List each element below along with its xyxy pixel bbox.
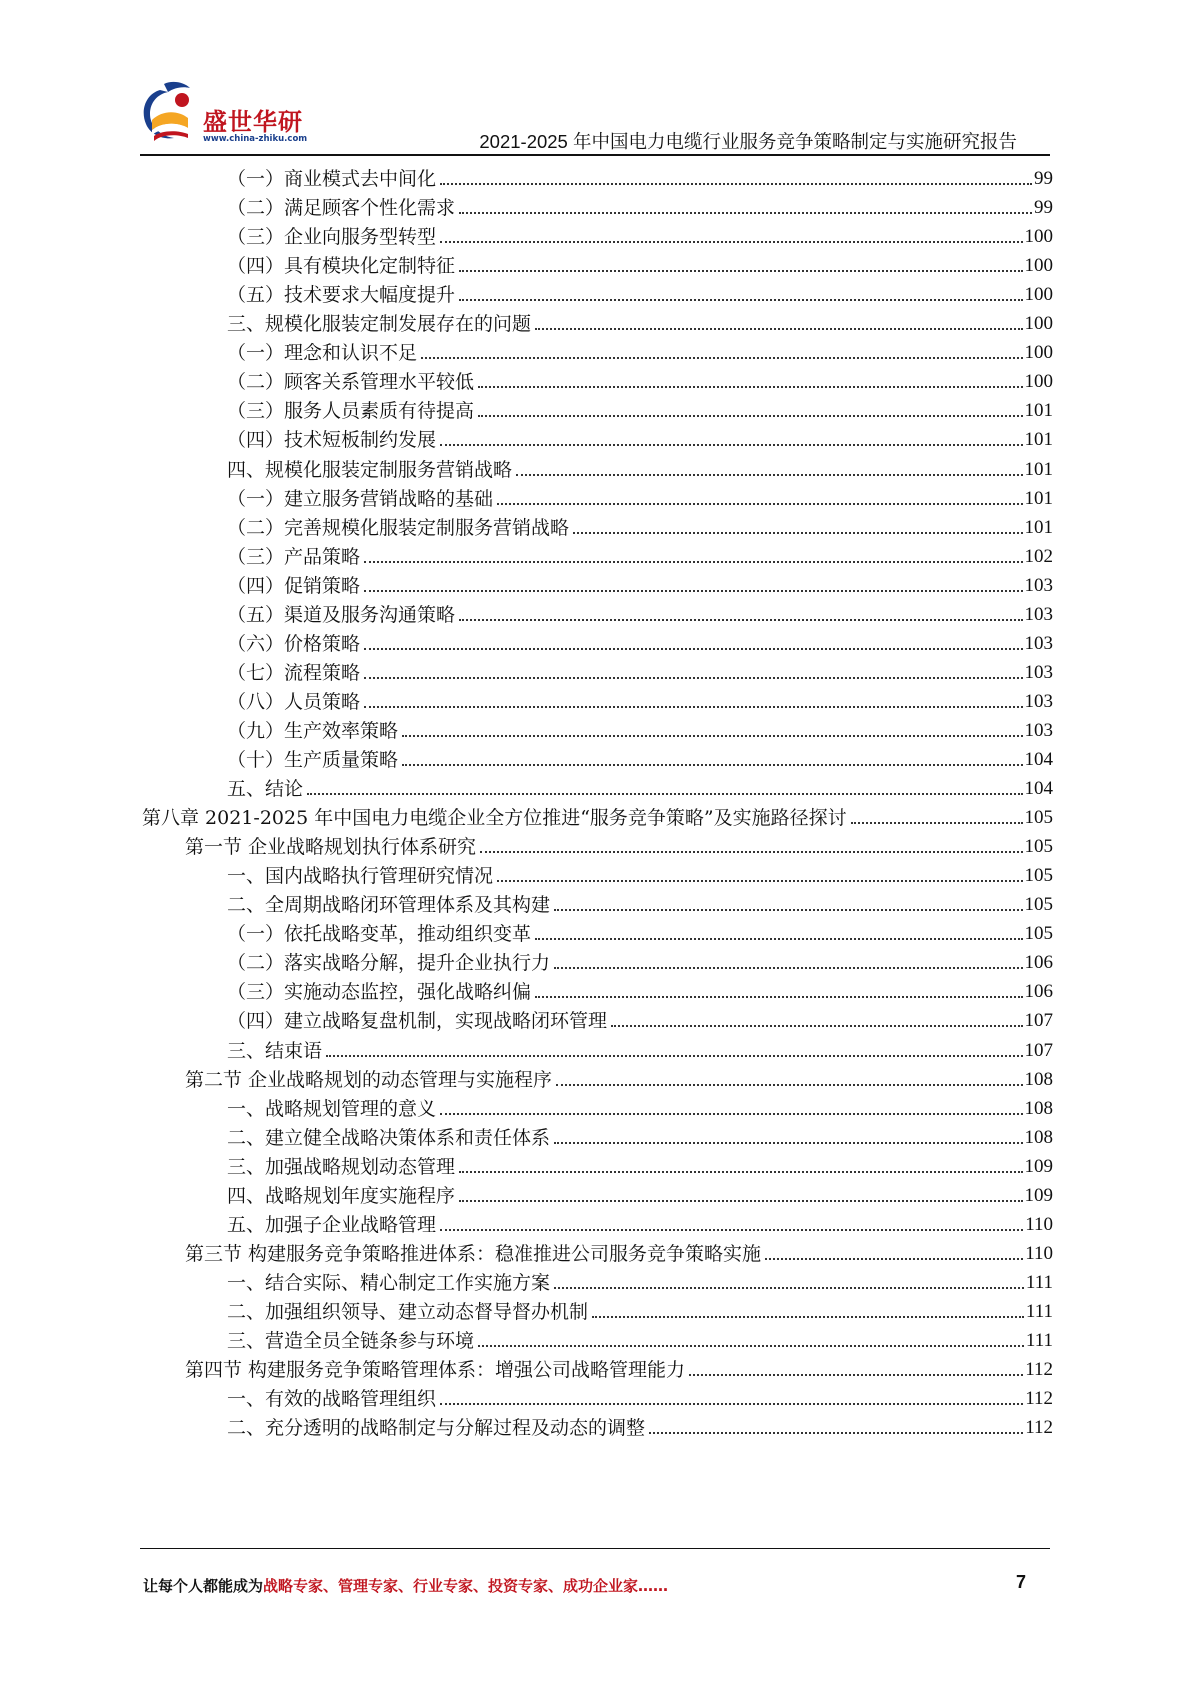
- toc-entry-title: 第三节 构建服务竞争策略推进体系：稳准推进公司服务竞争策略实施: [185, 1242, 762, 1265]
- toc-entry-title: 四、战略规划年度实施程序: [227, 1184, 456, 1207]
- toc-leader-dots: [440, 1113, 1022, 1115]
- toc-entry-title: （七）流程策略: [227, 661, 361, 684]
- toc-entry[interactable]: [227, 424, 1053, 452]
- toc-entry-page: 103: [1024, 574, 1053, 596]
- toc-entry-page: 100: [1024, 284, 1053, 306]
- toc-entry-title: （二）完善规模化服装定制服务营销战略: [227, 516, 570, 539]
- toc-entry-title: （一）建立服务营销战略的基础: [227, 487, 494, 510]
- toc-entry-page: 108: [1024, 1097, 1053, 1119]
- toc-leader-dots: [440, 1403, 1023, 1405]
- toc-leader-dots: [516, 474, 1022, 476]
- toc-leader-dots: [478, 415, 1022, 417]
- toc-entry-title: 一、结合实际、精心制定工作实施方案: [227, 1271, 551, 1294]
- toc-entry-title: 五、加强子企业战略管理: [227, 1213, 437, 1236]
- toc-entry-page: 104: [1024, 749, 1053, 770]
- toc-entry-page: 101: [1024, 400, 1053, 422]
- toc-entry[interactable]: [227, 512, 1053, 540]
- toc-entry-page: 110: [1025, 1242, 1053, 1264]
- toc-entry[interactable]: [227, 279, 1053, 307]
- toc-entry-title: （四）技术短板制约发展: [227, 429, 437, 452]
- toc-leader-dots: [364, 648, 1022, 650]
- toc-entry-title: 三、结束语: [227, 1039, 323, 1062]
- toc-entry-title: （四）促销策略: [227, 574, 361, 597]
- toc-entry[interactable]: [227, 773, 1053, 801]
- toc-entry[interactable]: [227, 1383, 1053, 1411]
- toc-entry[interactable]: [227, 192, 1053, 220]
- toc-entry[interactable]: [227, 454, 1053, 482]
- toc-entry-page: 106: [1024, 952, 1053, 974]
- toc-entry-page: 105: [1024, 836, 1053, 858]
- toc-entry[interactable]: [227, 1151, 1053, 1179]
- toc-leader-dots: [497, 503, 1022, 505]
- toc-leader-dots: [364, 561, 1022, 563]
- toc-entry-page: 101: [1024, 429, 1053, 451]
- toc-leader-dots: [592, 1316, 1024, 1318]
- toc-entry-page: 99: [1034, 168, 1053, 189]
- toc-entry-title: （一）依托战略变革，推动组织变革: [227, 923, 532, 946]
- toc-entry[interactable]: [142, 802, 1053, 830]
- toc-entry[interactable]: [227, 1325, 1053, 1353]
- toc-entry-page: 103: [1024, 603, 1053, 625]
- toc-entry[interactable]: [227, 889, 1053, 917]
- toc-leader-dots: [554, 1287, 1024, 1289]
- toc-entry-title: （二）落实战略分解，提升企业执行力: [227, 952, 551, 975]
- toc-entry[interactable]: [227, 628, 1053, 656]
- toc-entry-page: 99: [1034, 197, 1053, 219]
- toc-entry-page: 103: [1024, 719, 1053, 741]
- toc-leader-dots: [689, 1374, 1023, 1376]
- toc-entry[interactable]: [227, 1122, 1053, 1150]
- toc-entry-page: 112: [1025, 1359, 1053, 1381]
- toc-entry-page: 111: [1025, 1271, 1053, 1293]
- toc-entry-page: 109: [1024, 1155, 1053, 1177]
- toc-leader-dots: [556, 1084, 1022, 1086]
- toc-entry-title: 四、规模化服装定制服务营销战略: [227, 458, 513, 481]
- toc-leader-dots: [364, 706, 1022, 708]
- toc-leader-dots: [497, 880, 1022, 882]
- toc-leader-dots: [611, 1025, 1022, 1027]
- toc-leader-dots: [554, 1142, 1022, 1144]
- toc-entry-page: 105: [1024, 894, 1053, 916]
- toc-leader-dots: [478, 1345, 1024, 1347]
- toc-entry-title: （四）建立战略复盘机制，实现战略闭环管理: [227, 1010, 608, 1033]
- brand-url: www.china-zhiku.com: [203, 134, 308, 144]
- toc-entry[interactable]: [227, 1296, 1053, 1324]
- toc-entry-title: 第八章 2021-2025 年中国电力电缆企业全方位推进“服务竞争策略”及实施路径探讨: [142, 807, 847, 830]
- toc-leader-dots: [440, 1229, 1023, 1231]
- toc-entry[interactable]: [227, 715, 1053, 743]
- toc-entry-page: 100: [1024, 313, 1053, 335]
- toc-leader-dots: [459, 1200, 1022, 1202]
- page-number: 7: [1015, 1572, 1026, 1592]
- toc-leader-dots: [440, 444, 1022, 446]
- toc-entry-page: 101: [1024, 516, 1053, 538]
- toc-entry-title: （六）价格策略: [227, 632, 361, 655]
- toc-leader-dots: [480, 851, 1022, 853]
- toc-entry[interactable]: [227, 947, 1053, 975]
- page-header: [0, 0, 1191, 160]
- toc-entry[interactable]: [227, 744, 1053, 772]
- toc-leader-dots: [765, 1258, 1023, 1260]
- toc-entry-title: （二）满足顾客个性化需求: [227, 197, 456, 220]
- toc-entry-title: 三、营造全员全链条参与环境: [227, 1330, 475, 1352]
- toc-entry-title: （五）渠道及服务沟通策略: [227, 603, 456, 626]
- toc-entry-page: 100: [1024, 255, 1053, 277]
- toc-entry-title: 二、全周期战略闭环管理体系及其构建: [227, 894, 551, 917]
- toc-entry-page: 105: [1024, 865, 1053, 887]
- footer-slogan-highlight: 战略专家、管理专家、行业专家、投资专家、成功企业家……: [263, 1577, 669, 1595]
- toc-entry-title: （八）人员策略: [227, 690, 361, 713]
- toc-entry-title: （三）产品策略: [227, 545, 361, 568]
- logo-icon: [138, 80, 210, 146]
- toc-entry[interactable]: [227, 976, 1053, 1004]
- toc-leader-dots: [649, 1432, 1023, 1434]
- toc-entry[interactable]: [227, 1005, 1053, 1033]
- toc-entry-title: 一、战略规划管理的意义: [227, 1097, 437, 1120]
- toc-leader-dots: [851, 822, 1023, 824]
- toc-entry[interactable]: [227, 163, 1053, 191]
- toc-entry-title: 第一节 企业战略规划执行体系研究: [185, 836, 477, 859]
- toc-entry-page: 100: [1024, 342, 1053, 364]
- toc-entry-page: 112: [1025, 1417, 1053, 1439]
- toc-entry-title: 二、充分透明的战略制定与分解过程及动态的调整: [227, 1417, 646, 1440]
- toc-entry[interactable]: [227, 483, 1053, 511]
- toc-entry[interactable]: [227, 1412, 1053, 1440]
- toc-entry-page: 111: [1025, 1330, 1053, 1351]
- toc-entry-page: 104: [1024, 778, 1053, 800]
- toc-entry[interactable]: [227, 221, 1053, 249]
- toc-leader-dots: [554, 967, 1022, 969]
- footer-slogan: [143, 1575, 668, 1596]
- toc-entry-page: 103: [1024, 690, 1053, 712]
- toc-leader-dots: [440, 183, 1032, 185]
- toc-entry-page: 101: [1024, 458, 1053, 480]
- toc-entry-page: 103: [1024, 632, 1053, 654]
- toc-entry[interactable]: [185, 1238, 1053, 1266]
- toc-entry-page: 102: [1024, 545, 1053, 567]
- toc-entry-page: 108: [1024, 1068, 1053, 1090]
- toc-entry-title: （三）实施动态监控，强化战略纠偏: [227, 981, 532, 1004]
- toc-entry[interactable]: [227, 337, 1053, 365]
- toc-leader-dots: [364, 590, 1022, 592]
- toc-entry-page: 110: [1025, 1213, 1053, 1235]
- toc-leader-dots: [554, 909, 1022, 911]
- toc-entry[interactable]: [227, 860, 1053, 888]
- toc-entry-page: 105: [1024, 807, 1053, 829]
- header-divider: [140, 154, 1050, 156]
- toc-entry-title: （三）企业向服务型转型: [227, 226, 437, 249]
- toc-entry[interactable]: [227, 570, 1053, 598]
- toc-entry-title: 五、结论: [227, 778, 304, 801]
- toc-leader-dots: [459, 1171, 1022, 1173]
- toc-entry-page: 103: [1024, 661, 1053, 683]
- toc-entry-title: （十）生产质量策略: [227, 749, 399, 771]
- toc-leader-dots: [440, 241, 1022, 243]
- toc-entry-title: 三、加强战略规划动态管理: [227, 1155, 456, 1178]
- toc-entry-page: 107: [1024, 1039, 1053, 1061]
- toc-entry-title: （四）具有模块化定制特征: [227, 255, 456, 278]
- report-title: 2021-2025 年中国电力电缆行业服务竞争策略制定与实施研究报告: [479, 131, 1017, 152]
- toc-entry-page: 100: [1024, 226, 1053, 248]
- toc-leader-dots: [478, 386, 1022, 388]
- toc-entry[interactable]: [227, 395, 1053, 423]
- toc-leader-dots: [421, 357, 1022, 359]
- toc-entry[interactable]: [227, 308, 1053, 336]
- toc-entry[interactable]: [227, 657, 1053, 685]
- toc-entry[interactable]: [227, 686, 1053, 714]
- footer-divider: [140, 1548, 1050, 1549]
- toc-entry-title: 三、规模化服装定制发展存在的问题: [227, 313, 532, 336]
- toc-entry-title: 一、国内战略执行管理研究情况: [227, 865, 494, 888]
- toc-entry-title: （三）服务人员素质有待提高: [227, 400, 475, 423]
- toc-leader-dots: [402, 735, 1022, 737]
- toc-entry-page: 111: [1025, 1300, 1053, 1322]
- toc-entry-title: 第二节 企业战略规划的动态管理与实施程序: [185, 1068, 553, 1091]
- toc-leader-dots: [459, 299, 1022, 301]
- toc-entry-title: （九）生产效率策略: [227, 719, 399, 742]
- toc-leader-dots: [535, 328, 1022, 330]
- toc-leader-dots: [459, 212, 1032, 214]
- toc-entry[interactable]: [227, 366, 1053, 394]
- toc-entry-page: 112: [1025, 1388, 1053, 1410]
- footer-slogan-prefix: 让每个人都能成为: [143, 1577, 264, 1595]
- toc-entry-title: （五）技术要求大幅度提升: [227, 284, 456, 307]
- toc-leader-dots: [459, 619, 1022, 621]
- toc-entry-title: （二）顾客关系管理水平较低: [227, 371, 475, 394]
- toc-leader-dots: [459, 270, 1022, 272]
- toc-entry[interactable]: [227, 918, 1053, 946]
- toc-leader-dots: [402, 764, 1022, 766]
- toc-leader-dots: [307, 793, 1022, 795]
- toc-entry-page: 109: [1024, 1184, 1053, 1206]
- toc-entry[interactable]: [185, 1064, 1053, 1092]
- toc-entry[interactable]: [227, 1035, 1053, 1063]
- toc-entry-page: 105: [1024, 923, 1053, 945]
- toc-entry-page: 108: [1024, 1126, 1053, 1148]
- toc-entry[interactable]: [185, 1354, 1053, 1382]
- toc-entry[interactable]: [185, 831, 1053, 859]
- toc-entry-title: 一、有效的战略管理组织: [227, 1388, 437, 1411]
- toc-entry[interactable]: [227, 1267, 1053, 1295]
- toc-entry[interactable]: [227, 1209, 1053, 1237]
- toc-entry[interactable]: [227, 541, 1053, 569]
- brand-name: 盛世华研: [203, 108, 303, 136]
- toc-leader-dots: [573, 532, 1022, 534]
- toc-leader-dots: [326, 1055, 1022, 1057]
- toc-leader-dots: [364, 677, 1022, 679]
- toc-entry[interactable]: [227, 599, 1053, 627]
- toc-leader-dots: [535, 938, 1022, 940]
- toc-entry-page: 107: [1024, 1010, 1053, 1032]
- toc-entry-title: （一）理念和认识不足: [227, 342, 418, 365]
- toc-entry-title: 二、加强组织领导、建立动态督导督办机制: [227, 1300, 589, 1323]
- toc-entry-title: 二、建立健全战略决策体系和责任体系: [227, 1126, 551, 1149]
- toc-entry-page: 100: [1024, 371, 1053, 393]
- toc-entry[interactable]: [227, 1093, 1053, 1121]
- toc-leader-dots: [535, 996, 1022, 998]
- toc-entry-title: （一）商业模式去中间化: [227, 168, 437, 190]
- toc-entry-page: 106: [1024, 981, 1053, 1003]
- toc-entry[interactable]: [227, 1180, 1053, 1208]
- toc-entry-page: 101: [1024, 487, 1053, 509]
- toc-entry-title: 第四节 构建服务竞争策略管理体系：增强公司战略管理能力: [185, 1359, 686, 1382]
- toc-entry[interactable]: [227, 250, 1053, 278]
